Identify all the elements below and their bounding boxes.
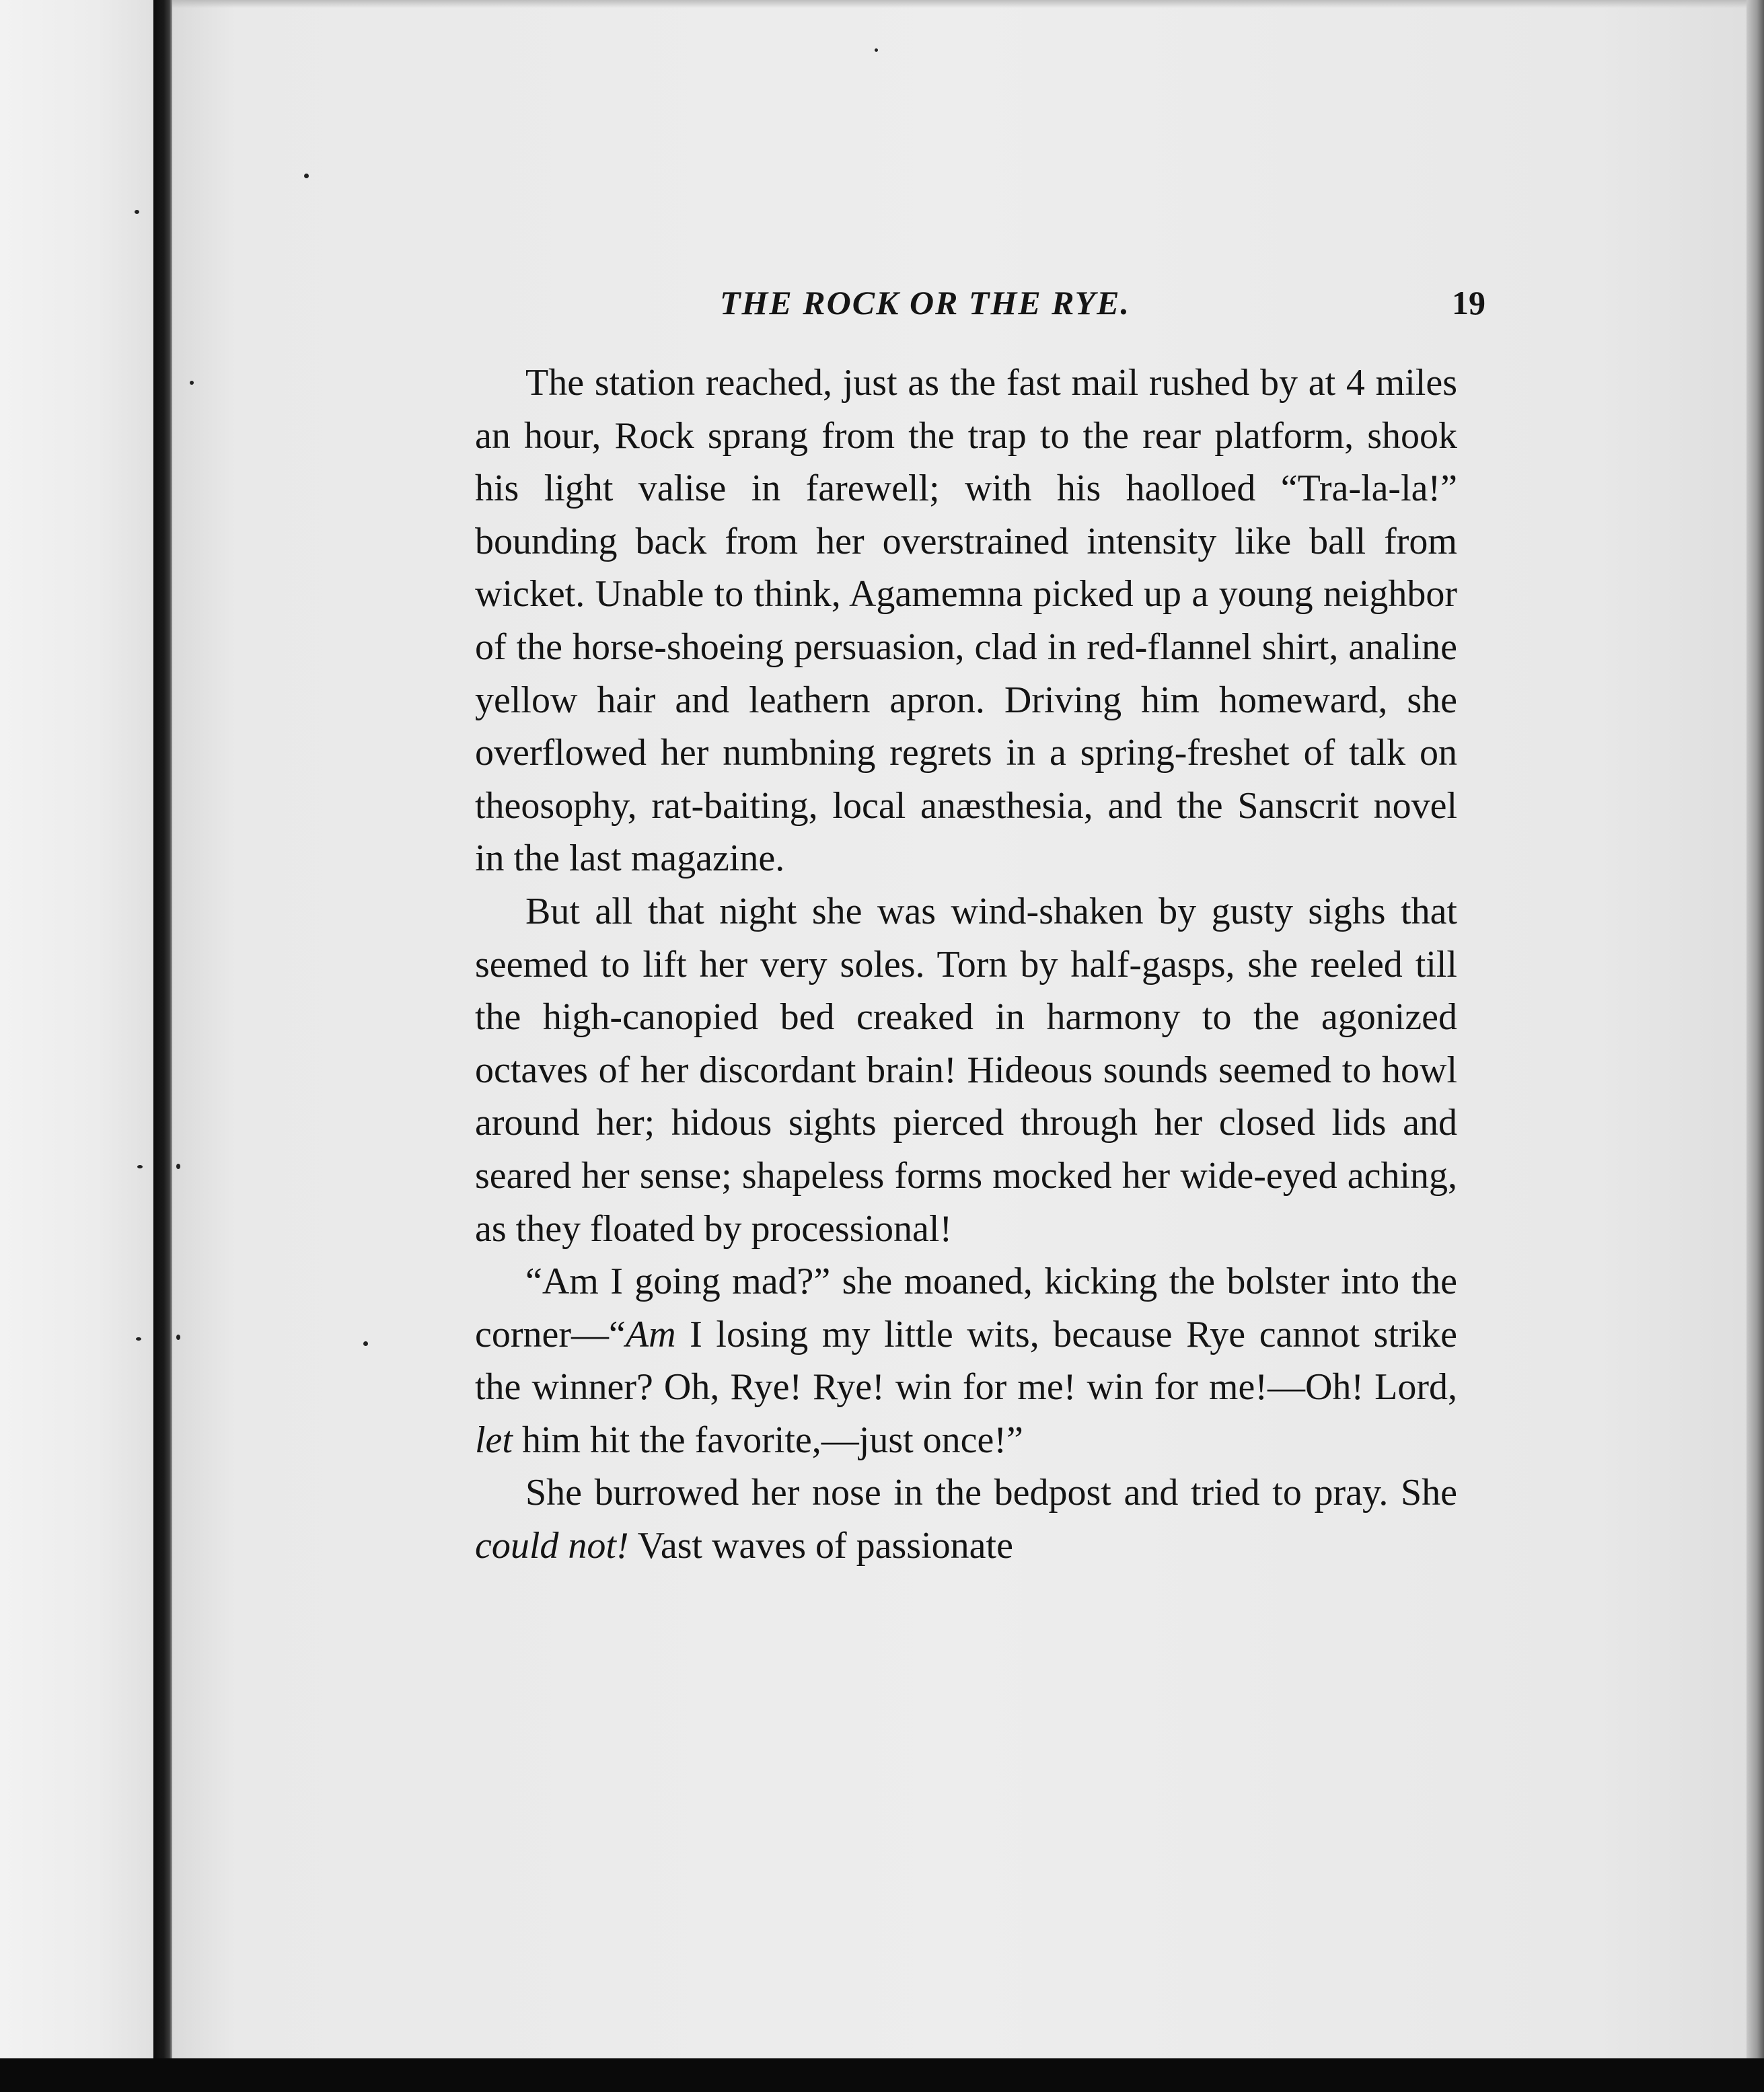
text-run: “Am I going mad?” she moaned, kicking the bolster into the corner—“ xyxy=(475,1261,1457,1355)
dust-speck xyxy=(176,1164,180,1169)
top-shadow xyxy=(172,0,1747,8)
right-page-edge xyxy=(1747,0,1764,2092)
italic-text: let xyxy=(475,1419,513,1461)
dust-speck xyxy=(137,1165,143,1168)
italic-text: could not! xyxy=(475,1525,629,1567)
paragraph xyxy=(475,1255,1457,1466)
text-run: But all that night she was wind-shaken by gusty sighs that seemed to lift her very soles. Torn by half-gasps, she reeled till the high-canopied bed creaked in harmony to the agonized octaves of her discordant brain! Hideous sounds seemed to howl around her; hidous sights pierced through her closed lids and seared her sense; shapeless forms mocked her wide-eyed aching, as they floated by processional! xyxy=(475,890,1457,1250)
dust-speck xyxy=(135,210,139,214)
text-run: She burrowed her nose in the bedpost and tried to pray. She xyxy=(525,1472,1457,1514)
dust-speck xyxy=(875,48,878,52)
book-gutter xyxy=(153,0,172,2058)
paragraph xyxy=(475,357,1457,885)
italic-text: Am xyxy=(625,1313,676,1355)
paragraph xyxy=(475,885,1457,1255)
text-run: The station reached, just as the fast mail rushed by at 4 miles an hour, Rock sprang from the trap to the rear platform, shook his light valise in farewell; with his haolloed “Tra-la-la!” bounding back from her overstrained intensity like ball from wicket. Unable to think, Agamemna picked up a young neighbor of the horse-shoeing persuasion, clad in red-flannel shirt, analine yellow hair and leathern apron. Driving him homeward, she overflowed her numbning regrets in a spring-freshet of talk on theosophy, rat-baiting, local anæsthesia, and the Sanscrit novel in the last magazine. xyxy=(475,362,1457,880)
page-number: 19 xyxy=(1452,284,1485,322)
dust-speck xyxy=(136,1337,141,1341)
body-text xyxy=(475,357,1457,1573)
dust-speck xyxy=(363,1341,368,1346)
scan-bottom-border xyxy=(0,2058,1764,2092)
running-head: THE ROCK OR THE RYE. xyxy=(720,284,1131,322)
left-page-edge xyxy=(0,0,161,2058)
text-run: him hit the favorite,—just once!” xyxy=(512,1419,1023,1461)
paragraph xyxy=(475,1466,1457,1572)
dust-speck xyxy=(304,174,309,178)
dust-speck xyxy=(190,381,194,385)
text-run: Vast waves of passionate xyxy=(628,1525,1013,1567)
text-run: I losing my little wits, because Rye cannot strike the winner? Oh, Rye! Rye! win for me! win for me!—Oh! Lord, xyxy=(475,1313,1457,1409)
dust-speck xyxy=(176,1335,180,1340)
